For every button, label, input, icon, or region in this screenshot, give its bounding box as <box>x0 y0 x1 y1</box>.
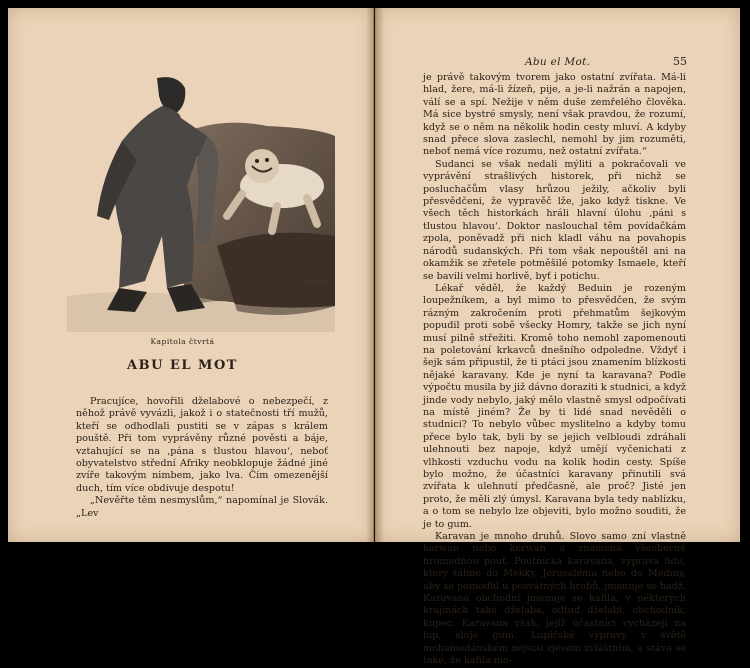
left-paragraph-1: Pracujíce, hovořili dželabové o nebezpečí, z něhož právě vyvázli, jakož i o statečnosti tří mužů, kteří se odhodlali pustiti se v zápas s králem pouště. Při tom vyprávěny různé pověsti a báje, vztahující se na ‚pána s tlustou hlavou‘, neboť obyvatelstvo střední Afriky neobklopuje žádné jiné zvíře takovým nimbem, jako lva. Čím omezenější duch, tím více obdivuje despotu! <box>76 396 328 494</box>
illustration-caption: Kapitola čtvrtá <box>150 337 215 346</box>
book-gutter <box>366 8 384 542</box>
right-paragraph-4: Karavan je mnoho druhů. Slovo samo zní vlastně karwan nebo kerwan a znamená všeobecně hromadnou pouť. Poutnická karavana, výprava lidu, který táhne do Mekky, Jerusaléma nebo do Mediny, aby se pomodlil u posvátných hrobů, jmenuje se hadž. Karavana obchodní jmenuje se kafila, v některých krajinách také dželaba, odtud dželabi, obchodník, kupec. Karavana však, jejíž účastníci vycházejí na lup, sluje gum. Lupičské výpravy v světě mohamedánském nejsou zjevem zvláštním, a stává se také, že kafila mo- <box>423 531 686 667</box>
svg-text:Burda: Burda <box>305 278 327 286</box>
page-number: 55 <box>673 55 687 68</box>
right-paragraph-1: je právě takovým tvorem jako ostatní zvířata. Má-li hlad, žere, má-li žízeň, pije, a je-li nažrán a napojen, válí se a spí. Nežije v něm duše zemřelého člověka. Má sice bystré smysly, není však pravdou, že rozumí, když se o něm na několik hodin cesty mluví. A kdyby snad přece slova zaslechl, nemohl by jim rozuměti, neboť nemá více rozumu, než ostatní zvířata.“ <box>423 72 686 158</box>
left-paragraph-2: „Nevěřte těm nesmyslům,“ napomínal je Slovák. „Lev <box>76 495 328 519</box>
chapter-title: ABU EL MOT <box>127 358 238 373</box>
illustration-man-and-lion <box>67 66 337 332</box>
right-paragraph-3: Lékař věděl, že každý Beduin je rozeným loupežníkem, a byl mimo to přesvědčen, že svým rázným zakročením proti přehmatům šejkovým popudil proti sobě všecky Homry, takže se jich nyní musí pilně střežiti. Kromě toho nemohl zapomenouti na poletování krkavců dnešního odpoledne. Vždyť i šejk sám připustil, že ti ptáci jsou znamením blízkosti nějaké karavany. Kde je nyní ta karavana? Podle výpočtu musila by již dávno doraziti k studnici, a když jinde vody nebylo, jaký mělo vlastně smysl odpočívati na místě jiném? Že by ti lidé snad nevěděli o studnici? To nebylo vůbec myslitelno a kdyby tomu přece bylo tak, byli by se jejich velbloudi zdráhali ulehnouti bez napoje, když umějí vyčenichati z vlhkosti vzduchu vodu na kolik hodin cesty. Spíše bylo možno, že účastníci karavany přinutili svá zvířata k ulehnutí předčasně, ale proč? Jisté jen proto, že měli zlý úmysl. Karavana byla tedy nablízku, a o tom se nebylo lze objeviti, bylo možno souditi, že je to gum. <box>423 282 686 530</box>
running-head: Abu el Mot. <box>525 56 591 68</box>
right-page-text <box>423 72 686 668</box>
right-paragraph-2: Sudanci se však nedali mýliti a pokračovali ve vyprávění strašlivých historek, při nichž se posluchačům vlasy hrůzou ježily, ačkoliv byli přesvědčeni, že vypravěč lže, jako když tiskne. Ve všech těch historkách hráli hlavní úlohu ‚páni s tlustou hlavou‘. Doktor naslouchal těm povídačkám zpola, poněvadž při nich kladl váhu na povahopis národů sudanských. Při tom však nepouštěl ani na okamžik se zřetele potměšilé potomky Ismaele, kteří se bavili velmi horlivě, byť i potichu. <box>423 158 686 282</box>
left-page-text <box>76 396 328 520</box>
